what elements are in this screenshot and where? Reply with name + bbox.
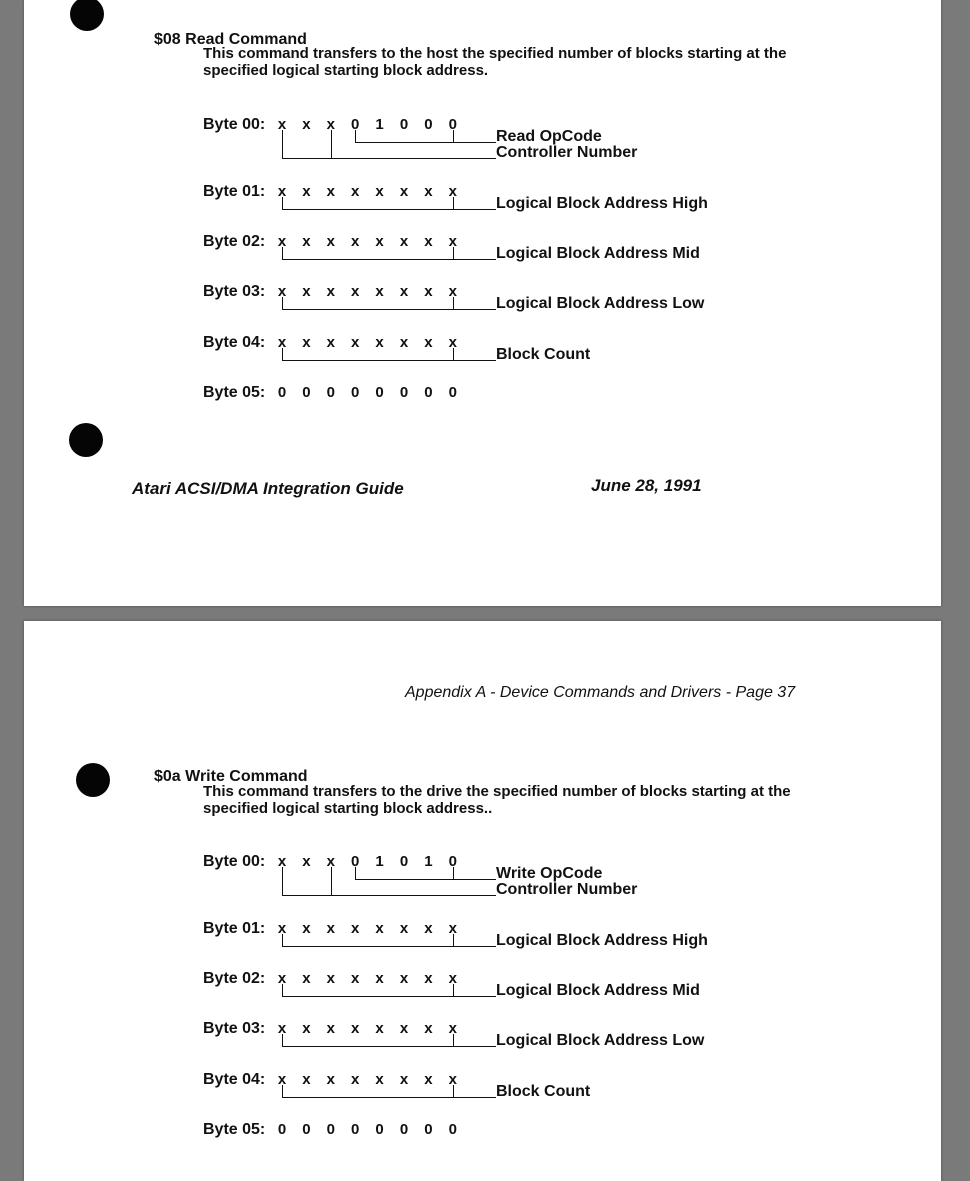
field-label: Controller Number [496, 144, 638, 161]
byte-label: Byte 04: [203, 1071, 266, 1088]
bit-value: 0 [448, 116, 457, 133]
bracket-line [453, 348, 454, 360]
bit-value: x [448, 1071, 457, 1088]
bracket-line [355, 142, 496, 143]
field-label: Logical Block Address Low [496, 1032, 705, 1049]
bracket-line [453, 197, 454, 209]
bit-value: x [448, 970, 457, 987]
field-label: Read OpCode [496, 128, 602, 145]
read-command-title: $08 Read Command [154, 31, 307, 48]
bit-value: x [351, 1071, 360, 1088]
bracket-line [453, 867, 454, 879]
write-command-title: $0a Write Command [154, 768, 308, 785]
bit-value: x [424, 283, 433, 300]
byte-row [24, 283, 941, 323]
bit-value: 0 [399, 853, 409, 870]
bit-value: 1 [375, 116, 384, 133]
field-label: Logical Block Address High [496, 195, 708, 212]
bit-value: x [326, 1071, 335, 1088]
bit-value: x [424, 233, 433, 250]
bit-value: x [375, 970, 384, 987]
byte-label: Byte 03: [203, 283, 266, 300]
binder-hole-icon [69, 423, 103, 457]
bracket-line [331, 158, 496, 159]
bracket-line [355, 130, 356, 142]
bit-value: x [424, 920, 433, 937]
bit-value: x [399, 920, 409, 937]
bracket-line [453, 1085, 454, 1097]
bit-value: x [448, 183, 457, 200]
bit-value: x [302, 1071, 311, 1088]
bit-value: 0 [448, 853, 457, 870]
bracket-line [355, 867, 356, 879]
bit-value: x [399, 1071, 409, 1088]
bit-value: x [277, 334, 287, 351]
bit-value: x [277, 116, 287, 133]
bit-value: 0 [277, 384, 287, 401]
bit-value: 0 [351, 853, 360, 870]
footer-date: June 28, 1991 [591, 476, 702, 495]
read-command-description: This command transfers to the host the specified number of blocks starting at the specified logical starting block address. [203, 45, 787, 79]
byte-row [24, 853, 941, 898]
bit-value: x [448, 1020, 457, 1037]
bit-value: x [448, 334, 457, 351]
bit-value: x [351, 334, 360, 351]
bit-value: 0 [277, 1121, 287, 1138]
byte-row [24, 1121, 941, 1161]
bit-value: x [326, 283, 335, 300]
bit-value: 0 [302, 384, 311, 401]
bit-value: x [302, 233, 311, 250]
bit-value: x [351, 233, 360, 250]
bit-value: x [351, 283, 360, 300]
bracket-line [331, 130, 332, 158]
byte-label: Byte 03: [203, 1020, 266, 1037]
bit-value: x [277, 1071, 287, 1088]
bit-value: 0 [448, 384, 457, 401]
bit-value: x [375, 334, 384, 351]
bit-value: x [302, 334, 311, 351]
field-label: Logical Block Address Mid [496, 982, 700, 999]
document-page-2 [24, 621, 941, 1181]
bracket-line [282, 309, 496, 310]
bit-value: x [424, 970, 433, 987]
write-command-description: This command transfers to the drive the specified number of blocks starting at the specified logical starting block address.. [203, 783, 791, 817]
bit-value: 0 [351, 1121, 360, 1138]
bit-value: 0 [424, 1121, 433, 1138]
byte-row [24, 233, 941, 273]
bracket-line [282, 348, 283, 360]
bracket-line [282, 247, 283, 259]
bit-value: 0 [351, 384, 360, 401]
bracket-line [282, 946, 496, 947]
bracket-line [282, 158, 331, 159]
bit-value: x [277, 853, 287, 870]
bit-value: x [351, 1020, 360, 1037]
bit-value: x [302, 1020, 311, 1037]
bracket-line [282, 1034, 283, 1046]
bit-value: x [375, 1071, 384, 1088]
field-label: Logical Block Address High [496, 932, 708, 949]
binder-hole-icon [70, 0, 104, 31]
byte-label: Byte 04: [203, 334, 266, 351]
bit-value: 0 [424, 116, 433, 133]
bit-value: 0 [375, 1121, 384, 1138]
bit-value: x [351, 183, 360, 200]
bit-value: x [302, 920, 311, 937]
field-label: Logical Block Address Mid [496, 245, 700, 262]
bit-value: 0 [399, 1121, 409, 1138]
bit-value: x [399, 334, 409, 351]
bit-value: 1 [375, 853, 384, 870]
bit-value: x [326, 853, 335, 870]
bit-value: x [326, 970, 335, 987]
bracket-line [282, 209, 496, 210]
document-page-1 [24, 0, 941, 606]
byte-row [24, 116, 941, 161]
bit-value: x [375, 183, 384, 200]
bit-value: x [399, 183, 409, 200]
bit-value: 0 [326, 1121, 335, 1138]
bit-value: x [375, 920, 384, 937]
bit-value: x [277, 970, 287, 987]
byte-row [24, 334, 941, 374]
bracket-line [282, 895, 331, 896]
bit-value: x [399, 283, 409, 300]
bracket-line [282, 297, 283, 309]
byte-row [24, 183, 941, 223]
bracket-line [282, 360, 496, 361]
field-label: Block Count [496, 1083, 591, 1100]
bit-value: 1 [424, 853, 433, 870]
bit-value: 0 [375, 384, 384, 401]
bit-value: x [424, 1071, 433, 1088]
field-label: Write OpCode [496, 865, 603, 882]
bracket-line [282, 934, 283, 946]
page-header: Appendix A - Device Commands and Drivers - Page 37 [405, 684, 796, 701]
field-label: Block Count [496, 346, 591, 363]
byte-label: Byte 05: [203, 1121, 266, 1138]
bracket-line [453, 130, 454, 142]
bit-value: x [277, 920, 287, 937]
bit-value: x [326, 116, 335, 133]
bit-value: x [424, 183, 433, 200]
byte-row [24, 384, 941, 424]
bit-value: x [302, 283, 311, 300]
byte-label: Byte 05: [203, 384, 266, 401]
bit-value: 0 [448, 1121, 457, 1138]
bracket-line [331, 895, 496, 896]
bit-value: x [277, 283, 287, 300]
bit-value: x [277, 183, 287, 200]
byte-row [24, 1020, 941, 1060]
byte-row [24, 970, 941, 1010]
bit-value: x [326, 920, 335, 937]
field-label: Controller Number [496, 881, 638, 898]
bit-value: x [375, 283, 384, 300]
byte-label: Byte 01: [203, 183, 266, 200]
byte-label: Byte 00: [203, 853, 266, 870]
byte-row [24, 1071, 941, 1111]
byte-label: Byte 01: [203, 920, 266, 937]
bracket-line [282, 259, 496, 260]
bracket-line [282, 1085, 283, 1097]
bit-value: 0 [302, 1121, 311, 1138]
bit-value: x [326, 233, 335, 250]
bit-value: x [302, 970, 311, 987]
bracket-line [453, 1034, 454, 1046]
bracket-line [453, 247, 454, 259]
bracket-line [282, 996, 496, 997]
field-label: Logical Block Address Low [496, 295, 705, 312]
bit-value: x [302, 116, 311, 133]
bit-value: x [351, 920, 360, 937]
bit-value: x [399, 233, 409, 250]
footer-guide-title: Atari ACSI/DMA Integration Guide [132, 479, 404, 498]
bit-value: x [277, 233, 287, 250]
byte-row [24, 920, 941, 960]
bracket-line [282, 197, 283, 209]
byte-label: Byte 00: [203, 116, 266, 133]
bit-value: x [448, 283, 457, 300]
bit-value: 0 [351, 116, 360, 133]
bit-value: x [424, 1020, 433, 1037]
bracket-line [282, 867, 283, 895]
bit-value: 0 [399, 116, 409, 133]
bracket-line [453, 297, 454, 309]
binder-hole-icon [76, 763, 110, 797]
bit-value: x [351, 970, 360, 987]
bit-value: x [326, 1020, 335, 1037]
bracket-line [331, 867, 332, 895]
bit-value: x [448, 233, 457, 250]
bit-value: x [375, 233, 384, 250]
bit-value: 0 [399, 384, 409, 401]
bit-value: x [326, 334, 335, 351]
bit-value: x [424, 334, 433, 351]
bit-value: x [399, 970, 409, 987]
byte-label: Byte 02: [203, 970, 266, 987]
bracket-line [282, 130, 283, 158]
bit-value: x [326, 183, 335, 200]
bracket-line [355, 879, 496, 880]
bit-value: x [302, 853, 311, 870]
bit-value: x [375, 1020, 384, 1037]
bracket-line [282, 984, 283, 996]
bracket-line [282, 1046, 496, 1047]
bit-value: 0 [424, 384, 433, 401]
byte-label: Byte 02: [203, 233, 266, 250]
bracket-line [453, 984, 454, 996]
bracket-line [282, 1097, 496, 1098]
bit-value: x [399, 1020, 409, 1037]
bit-value: 0 [326, 384, 335, 401]
bit-value: x [448, 920, 457, 937]
bracket-line [453, 934, 454, 946]
bit-value: x [302, 183, 311, 200]
bit-value: x [277, 1020, 287, 1037]
